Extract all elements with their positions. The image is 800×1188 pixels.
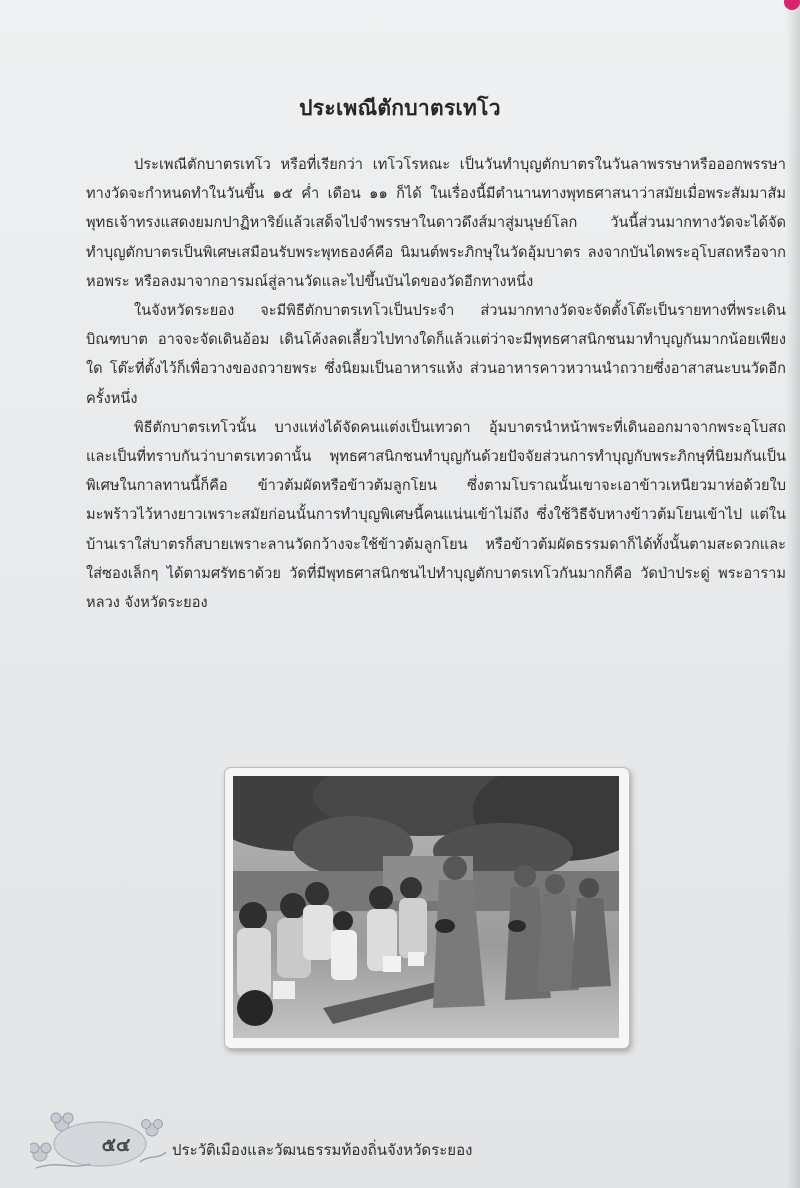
running-title: ประวัติเมืองและวัฒนธรรมท้องถิ่นจังหวัดระยอง (172, 1141, 473, 1159)
photo-frame (224, 767, 630, 1049)
monks-alms-photo-icon (233, 776, 619, 1038)
paragraph-2: ในจังหวัดระยอง จะมีพิธีตักบาตรเทโวเป็นประจำ ส่วนมากทางวัดจะจัดตั้งโต๊ะเป็นรายทางที่พระเดินบิณฑบาต อาจจะจัดเดินอ้อม เดินโค้งลดเลี้ยวไปทางใดก็แล้วแต่ว่าจะมีพุทธศาสนิกชนมาทำบุญกันมากน้อยเพียงใด โต๊ะที่ตั้งไว้ก็เพื่อวางของถวายพระ ซึ่งนิยมเป็นอาหารแห้ง ส่วนอาหารคาวหวานนำถวายซึ่งอาสาสนะบนวัดอีกครั้งหนึ่ง (86, 302, 786, 407)
body-text (86, 150, 786, 617)
page-edge-shadow (786, 0, 800, 1188)
page-title: ประเพณีตักบาตรเทโว (299, 95, 501, 120)
photo-illustration (233, 776, 619, 1038)
page-number: ๕๔ (101, 1134, 131, 1156)
paragraph-3: พิธีตักบาตรเทโวนั้น บางแห่งได้จัดคนแต่งเป็นเทวดา อุ้มบาตรนำหน้าพระที่เดินออกมาจากพระอุโบสถ และเป็นที่ทราบกันว่าบาตรเทวดานั้น พุทธศาสนิกชนทำบุญกันด้วยปัจจัยส่วนการทำบุญกับพระภิกษุที่นิยมกันเป็นพิเศษในกาลทานนี้ก็คือ ข้าวต้มผัดหรือข้าวต้มลูกโยน ซึ่งตามโบราณนั้นเขาจะเอาข้าวเหนียวมาห่อด้วยใบมะพร้าวไว้หางยาวเพราะสมัยก่อนนั้นการทำบุญพิเศษนี้คนแน่นเข้าไม่ถึง ซึ่งใช้วิธีจับหางข้าวต้มโยนเข้าไป แต่ในบ้านเราใส่บาตรก็สบายเพราะลานวัดกว้างจะใช้ข้าวต้มลูกโยน หรือข้าวต้มผัดธรรมดาก็ได้ทั้งนั้นตามสะดวกและใส่ซองเล็กๆ ได้ตามศรัทธาด้วย วัดที่มีพุทธศาสนิกชนไปทำบุญตักบาตรเทโวกันมากก็คือ วัดป่าประดู่ พระอารามหลวง จังหวัดระยอง (86, 418, 786, 612)
paragraph-1: ประเพณีตักบาตรเทโว หรือที่เรียกว่า เทโวโรหณะ เป็นวันทำบุญตักบาตรในวันลาพรรษาหรือออกพรรษา ทางวัดจะกำหนดทำในวันขึ้น ๑๕ ค่ำ เดือน ๑๑ ก็ได้ ในเรื่องนี้มีตำนานทางพุทธศาสนาว่าสมัยเมื่อพระสัมมาสัมพุทธเจ้าทรงแสดงยมกปาฏิหาริย์แล้วเสด็จไปจำพรรษาในดาวดึงส์มาสู่มนุษย์โลก วันนี้ส่วนมากทางวัดจะได้จัดทำบุญตักบาตรเป็นพิเศษเสมือนรับพระพุทธองค์คือ นิมนต์พระภิกษุในวัดอุ้มบาตร ลงจากบันไดพระอุโบสถหรือจากหอพระ หรือลงมาจากอารมณ์สู่ลานวัดและไปขึ้นบันไดของวัดอีกทางหนึ่ง (86, 156, 786, 290)
